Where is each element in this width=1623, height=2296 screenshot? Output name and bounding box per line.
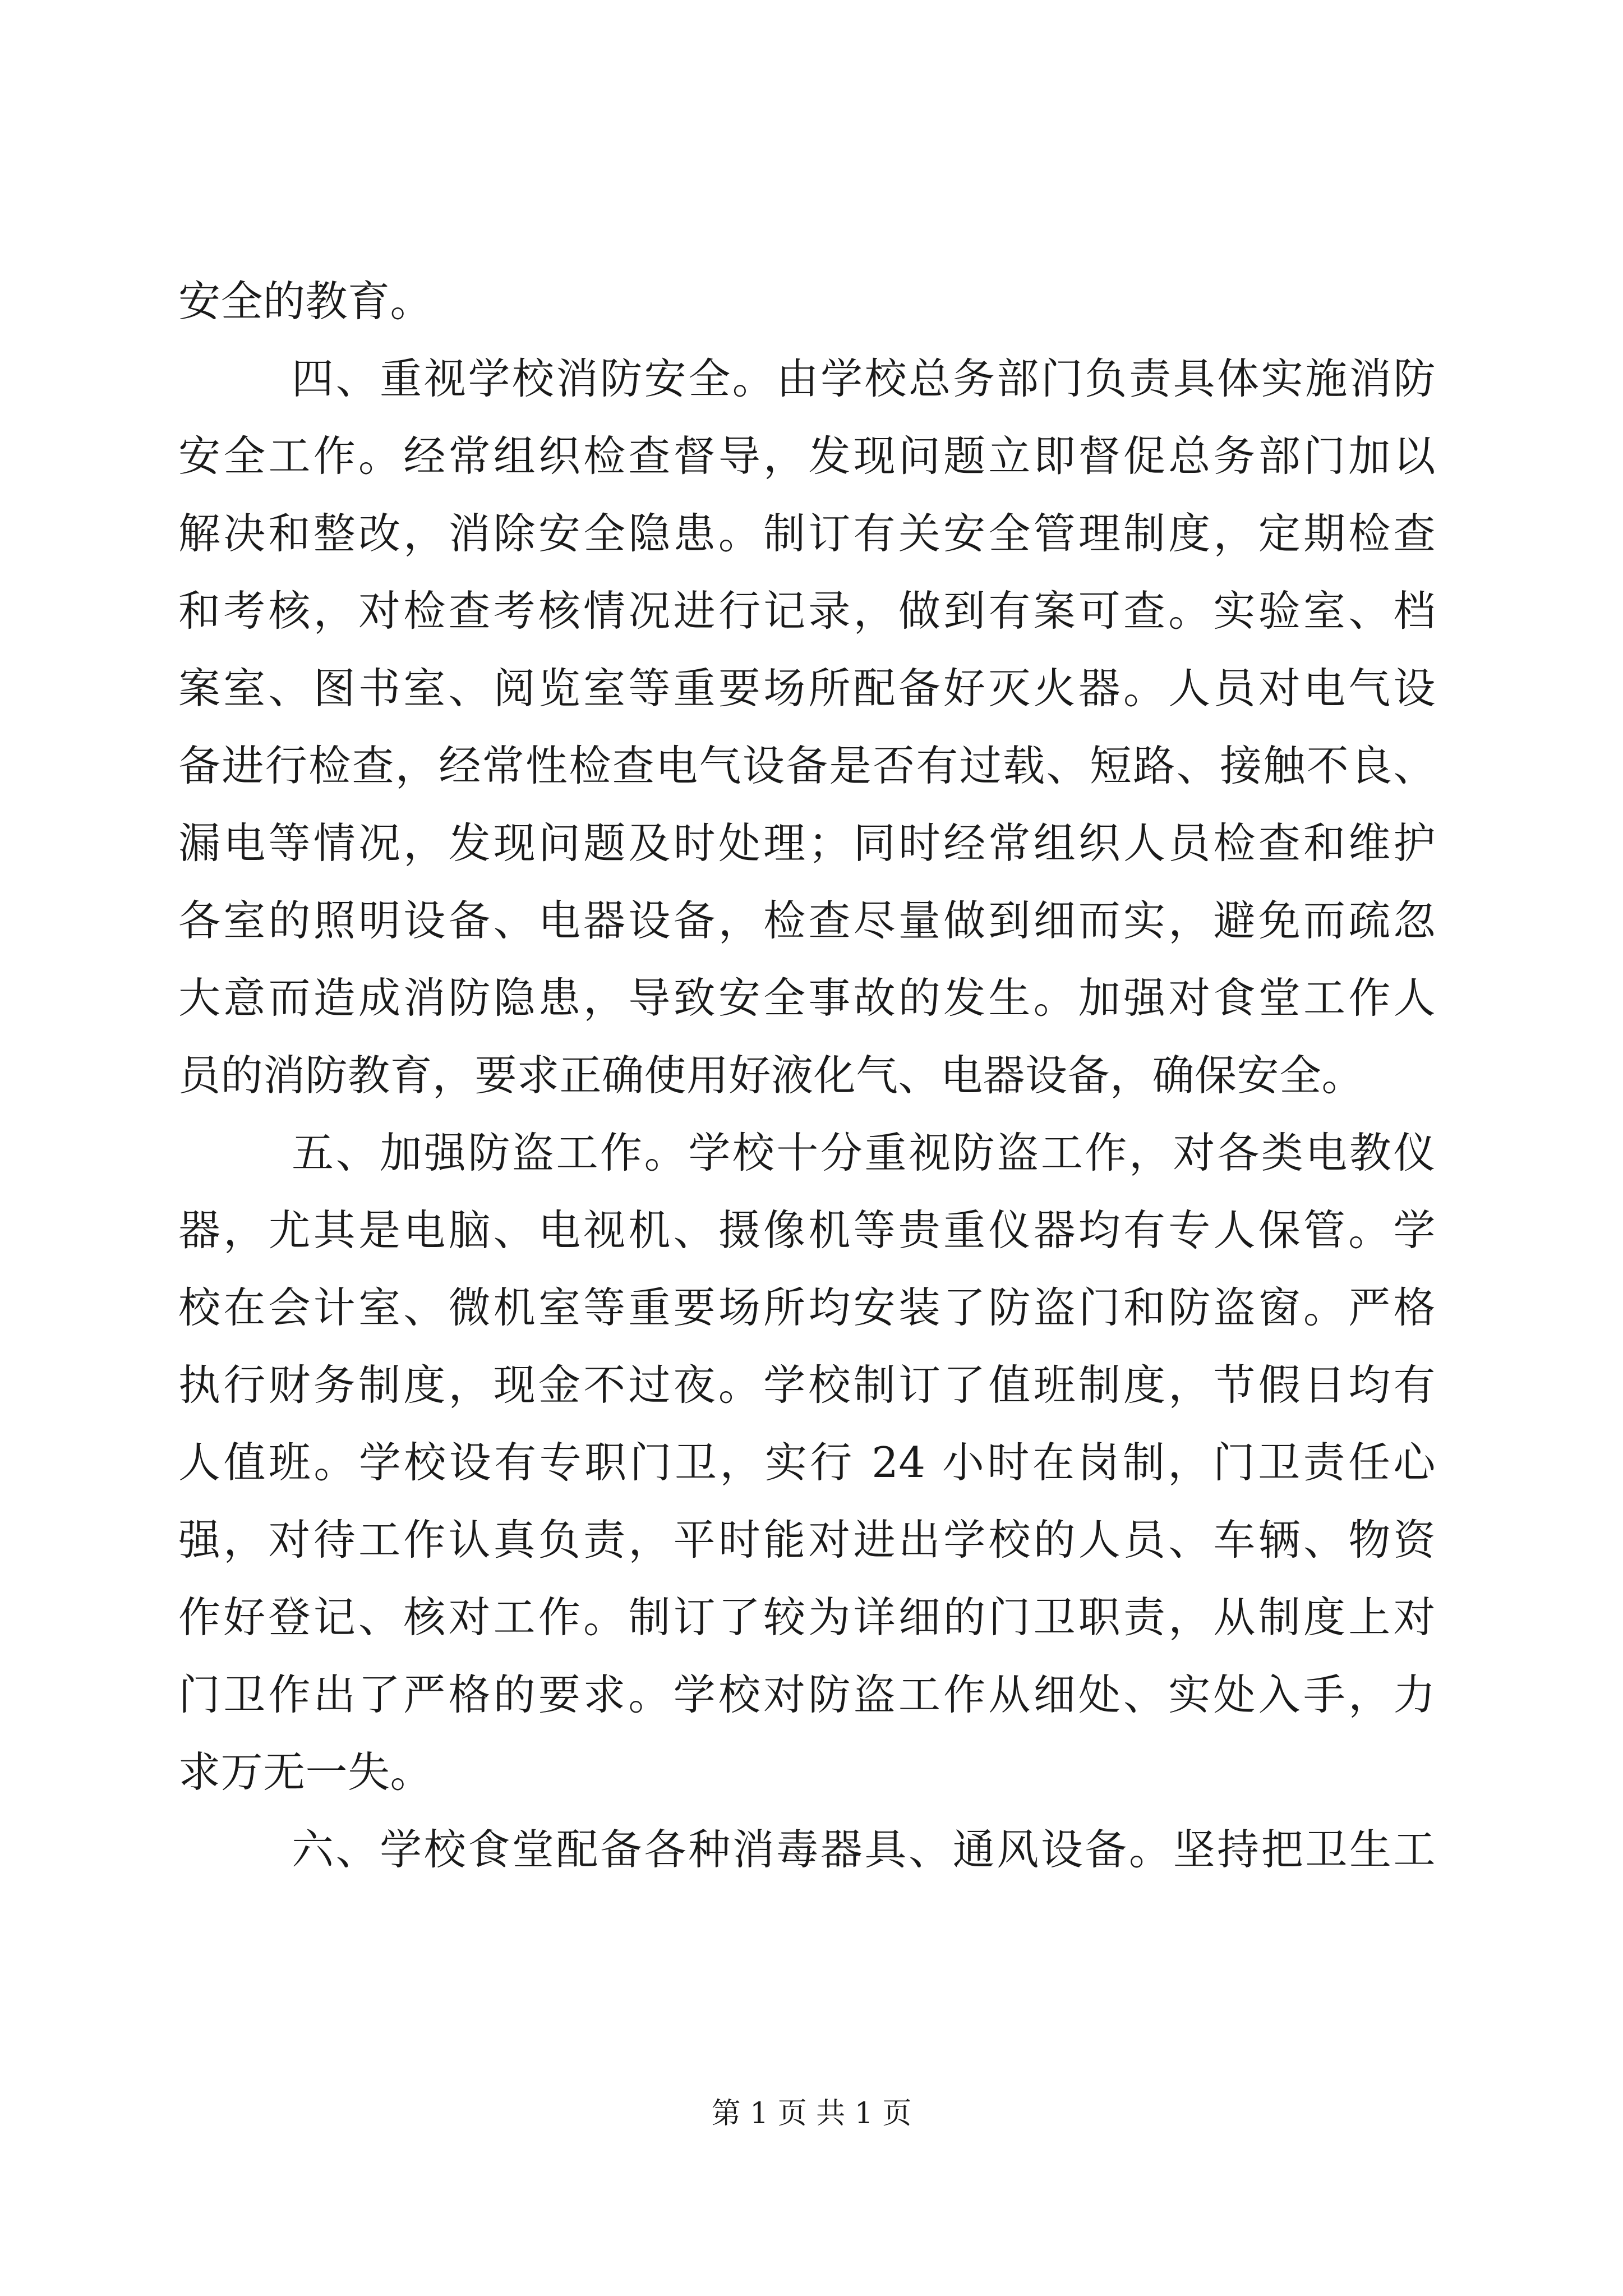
text-line: 案室、图书室、阅览室等重要场所配备好灭火器。人员对电气设 — [178, 664, 1436, 713]
text-line: 和考核，对检查考核情况进行记录，做到有案可查。实验室、档 — [178, 586, 1436, 636]
text-line: 强，对待工作认真负责，平时能对进出学校的人员、车辆、物资 — [178, 1515, 1436, 1565]
text-line: 器，尤其是电脑、电视机、摄像机等贵重仪器均有专人保管。学 — [178, 1205, 1436, 1255]
page-footer: 第 1 页 共 1 页 — [711, 2097, 912, 2131]
text-line: 人值班。学校设有专职门卫，实行 24 小时在岗制，门卫责任心 — [178, 1438, 1436, 1487]
text-line: 备进行检查，经常性检查电气设备是否有过载、短路、接触不良、 — [178, 741, 1436, 790]
paragraph-heading-5: 五、加强防盗工作。学校十分重视防盗工作，对各类电教仪 — [292, 1128, 1436, 1177]
text-line: 求万无一失。 — [178, 1747, 433, 1797]
text-line: 安全的教育。 — [178, 277, 433, 326]
text-line: 各室的照明设备、电器设备，检查尽量做到细而实，避免而疏忽 — [178, 896, 1436, 945]
text-line: 门卫作出了严格的要求。学校对防盗工作从细处、实处入手，力 — [178, 1670, 1436, 1719]
text-line: 漏电等情况，发现问题及时处理；同时经常组织人员检查和维护 — [178, 818, 1436, 868]
text-line: 安全工作。经常组织检查督导，发现问题立即督促总务部门加以 — [178, 431, 1436, 481]
body-text — [178, 263, 1436, 1888]
paragraph-heading-4: 四、重视学校消防安全。由学校总务部门负责具体实施消防 — [292, 354, 1436, 403]
text-line: 校在会计室、微机室等重要场所均安装了防盗门和防盗窗。严格 — [178, 1283, 1436, 1332]
text-line: 执行财务制度，现金不过夜。学校制订了值班制度，节假日均有 — [178, 1360, 1436, 1410]
text-line: 作好登记、核对工作。制订了较为详细的门卫职责，从制度上对 — [178, 1593, 1436, 1642]
text-line: 员的消防教育，要求正确使用好液化气、电器设备，确保安全。 — [178, 1051, 1364, 1100]
text-line: 大意而造成消防隐患，导致安全事故的发生。加强对食堂工作人 — [178, 973, 1436, 1023]
paragraph-heading-6: 六、学校食堂配备各种消毒器具、通风设备。坚持把卫生工 — [292, 1825, 1436, 1874]
text-line: 解决和整改，消除安全隐患。制订有关安全管理制度，定期检查 — [178, 509, 1436, 558]
